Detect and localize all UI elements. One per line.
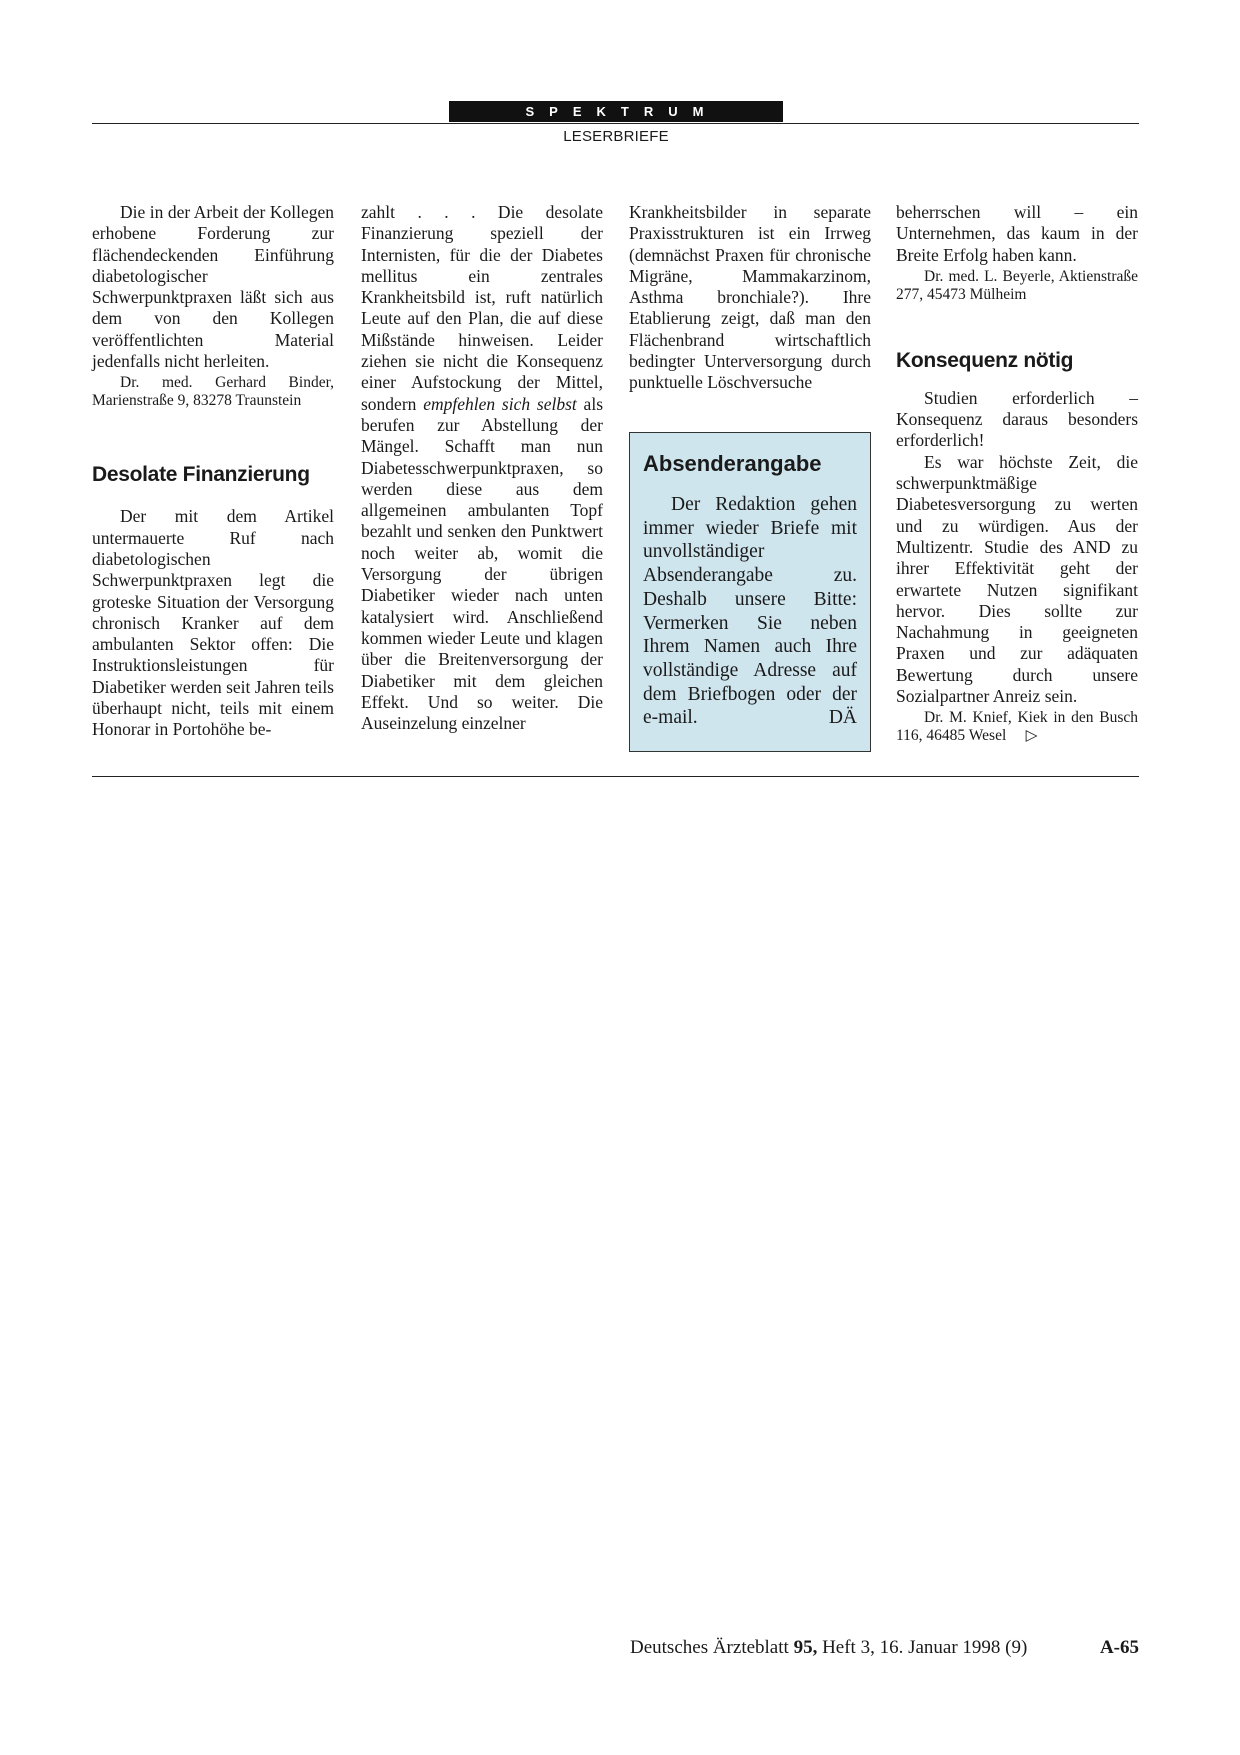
column-2 (361, 202, 603, 734)
letter-paragraph (361, 202, 603, 734)
text-run: als berufen zur Abstellung der Mängel. Schafft man nun Diabetesschwerpunktpraxen, so werden diese aus dem allgemeinen ambulanten Topf bezahlt und senken den Punktwert noch weiter ab, womit die Versorgung der übrigen Diabetiker wieder nach unten katalysiert wird. Anschließend kommen wieder Leute und klagen über die Breitenversorgung der Diabetiker mit dem gleichen Effekt. Und so weiter. Die Auseinzelung einzelner (361, 393, 603, 734)
notice-box (629, 432, 871, 752)
column-3 (629, 202, 871, 394)
column-1 (92, 202, 334, 741)
letter-signature (896, 709, 1138, 745)
notice-body: Der Redaktion gehen immer wieder Briefe mit unvollständiger Absenderangabe zu. Deshalb unsere Bitte: Vermerken Sie neben Ihrem Namen auch Ihre vollständige Adresse auf dem Briefbogen oder der e-mail. (643, 494, 857, 729)
notice-title: Absenderangabe (643, 451, 822, 476)
content-end-rule (92, 776, 1139, 777)
letter-paragraph: Der mit dem Artikel untermauerte Ruf nach diabetologischen Schwerpunktpraxen legt die groteske Situation der Versorgung chronisch Kranker auf dem ambulanten Sektor offen: Die Instruktionsleistungen für Diabetiker werden seit Jahren teils überhaupt nicht, teils mit einem Honorar in Portohöhe be- (92, 506, 334, 740)
journal-volume: 95, (793, 1637, 818, 1658)
letter-paragraph: Die in der Arbeit der Kollegen erhobene Forderung zur flächendeckenden Einführung diabetologischer Schwerpunktpraxen läßt sich aus dem von den Kollegen veröffentlichten Material jedenfalls nicht herleiten. (92, 202, 334, 372)
letter-signature: Dr. med. L. Beyerle, Aktienstraße 277, 45473 Mülheim (896, 267, 1138, 303)
letter-heading: Konsequenz nötig (896, 348, 1074, 372)
letter-heading: Desolate Finanzierung (92, 463, 310, 487)
page-footer (630, 1636, 1139, 1660)
notice-text (643, 493, 857, 730)
letter-paragraph: Krankheitsbilder in separate Praxisstrukturen ist ein Irrweg (demnächst Praxen für chronische Migräne, Mammakarzinom, Asthma bronchiale?). Ihre Etablierung zeigt, daß man den Flächenbrand wirtschaftlich bedingter Unterversorgung durch punktuelle Löschversuche (629, 202, 871, 393)
journal-name: Deutsches Ärzteblatt (630, 1637, 789, 1658)
letter-paragraph: Es war höchste Zeit, die schwerpunktmäßige Diabetesversorgung zu werten und zu würdigen. Aus der Multizentr. Studie des AND zu ihrer Effektivität geht der erwartete Nutzen signifikant hervor. Dies sollte zur Nachahmung in geeigneten Praxen und zur adäquaten Bewertung durch unsere Sozialpartner Anreiz sein. (896, 451, 1138, 707)
subsection-title: LESERBRIEFE (563, 128, 669, 145)
letter-paragraph: Studien erforderlich – Konsequenz daraus besonders erforderlich! (896, 387, 1138, 451)
notice-signature: DÄ (828, 707, 857, 729)
header-rule (92, 123, 1139, 124)
journal-issue: Heft 3, 16. Januar 1998 (9) (822, 1637, 1028, 1658)
column-4 (896, 202, 1138, 745)
letter-paragraph: beherrschen will – ein Unternehmen, das kaum in der Breite Erfolg haben kann. (896, 202, 1138, 265)
page-number: A-65 (1099, 1637, 1139, 1658)
text-run: zahlt . . . Die desolate Finanzierung speziell der Internisten, für die der Diabetes mellitus ein zentrales Krankheitsbild ist, ruft natürlich Leute auf den Plan, die auf diese Mißstände hinweisen. Leider ziehen sie nicht die Konsequenz einer Aufstockung der Mittel, sondern (361, 202, 603, 414)
signature-text: Dr. M. Knief, Kiek in den Busch 116, 46485 Wesel (896, 709, 1138, 745)
emphasis: empfehlen sich selbst (423, 393, 577, 414)
masthead (92, 101, 1139, 145)
letter-signature: Dr. med. Gerhard Binder, Marienstraße 9, 83278 Traunstein (92, 374, 334, 410)
continue-arrow-icon: ▷ (1025, 727, 1038, 745)
section-title: SPEKTRUM (449, 101, 783, 122)
